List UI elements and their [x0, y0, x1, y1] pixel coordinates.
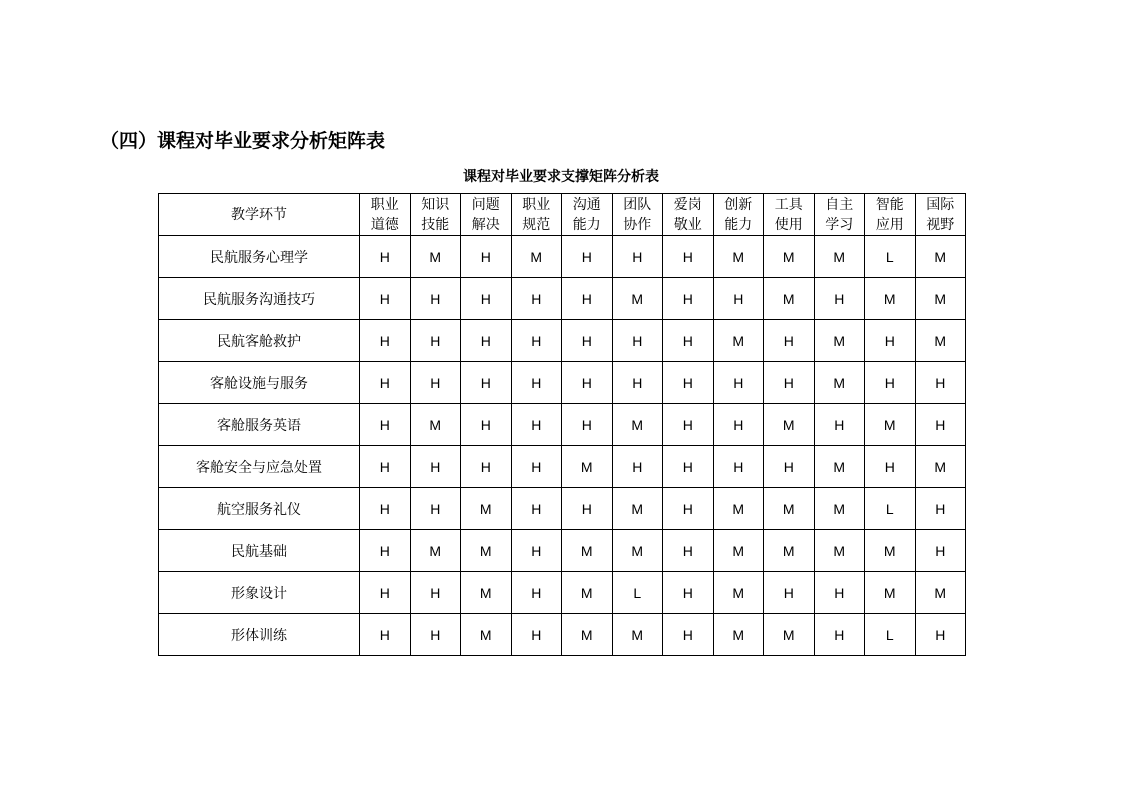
- rating-cell: H: [915, 404, 966, 446]
- rating-cell: H: [461, 446, 512, 488]
- rating-cell: H: [814, 572, 865, 614]
- rating-cell: H: [915, 362, 966, 404]
- course-name-cell: 民航基础: [159, 530, 360, 572]
- header-line: 职业: [522, 196, 551, 213]
- rating-cell: H: [612, 362, 663, 404]
- rating-cell: H: [562, 278, 613, 320]
- rating-cell: L: [865, 614, 916, 656]
- header-line: 智能: [875, 196, 904, 213]
- rating-cell: M: [612, 530, 663, 572]
- rating-cell: H: [713, 362, 764, 404]
- rating-cell: H: [461, 278, 512, 320]
- rating-cell: M: [764, 488, 815, 530]
- table-row: [159, 446, 966, 488]
- rating-cell: H: [511, 572, 562, 614]
- header-line: 能力: [572, 216, 601, 233]
- rating-cell: M: [915, 446, 966, 488]
- rating-cell: M: [713, 488, 764, 530]
- rating-cell: H: [865, 362, 916, 404]
- rating-cell: M: [764, 530, 815, 572]
- rating-cell: H: [461, 404, 512, 446]
- rating-cell: H: [511, 320, 562, 362]
- rating-cell: M: [461, 488, 512, 530]
- header-line: 创新: [724, 196, 753, 213]
- rating-cell: H: [663, 404, 714, 446]
- table-row: [159, 236, 966, 278]
- header-line: 团队: [623, 196, 652, 213]
- rating-cell: M: [562, 572, 613, 614]
- rating-cell: M: [511, 236, 562, 278]
- rating-cell: M: [713, 530, 764, 572]
- rating-cell: H: [562, 404, 613, 446]
- header-requirement: [360, 194, 411, 236]
- header-line: 道德: [370, 216, 399, 233]
- rating-cell: M: [410, 404, 461, 446]
- rating-cell: H: [562, 236, 613, 278]
- header-line: 解决: [471, 216, 500, 233]
- rating-cell: M: [764, 614, 815, 656]
- rating-cell: M: [814, 488, 865, 530]
- rating-cell: L: [865, 236, 916, 278]
- course-name-cell: 航空服务礼仪: [159, 488, 360, 530]
- table-row: [159, 404, 966, 446]
- header-requirement: [461, 194, 512, 236]
- section-title: （四）课程对毕业要求分析矩阵表: [100, 130, 386, 152]
- rating-cell: M: [713, 236, 764, 278]
- rating-cell: H: [410, 614, 461, 656]
- rating-cell: H: [663, 278, 714, 320]
- rating-cell: H: [511, 446, 562, 488]
- rating-cell: H: [915, 530, 966, 572]
- rating-cell: M: [612, 278, 663, 320]
- table-row: [159, 614, 966, 656]
- course-name-cell: 客舱服务英语: [159, 404, 360, 446]
- header-line: 规范: [522, 216, 551, 233]
- rating-cell: H: [814, 278, 865, 320]
- rating-cell: H: [764, 320, 815, 362]
- header-teaching-section: 教学环节: [159, 194, 360, 236]
- rating-cell: H: [461, 362, 512, 404]
- rating-cell: M: [814, 236, 865, 278]
- table-row: [159, 530, 966, 572]
- course-requirement-matrix: [158, 193, 966, 656]
- header-requirement: [663, 194, 714, 236]
- rating-cell: M: [562, 446, 613, 488]
- header-line: 敬业: [673, 216, 702, 233]
- rating-cell: M: [915, 572, 966, 614]
- rating-cell: H: [360, 530, 411, 572]
- header-requirement: [511, 194, 562, 236]
- rating-cell: H: [814, 614, 865, 656]
- rating-cell: H: [410, 446, 461, 488]
- rating-cell: M: [612, 614, 663, 656]
- rating-cell: H: [663, 530, 714, 572]
- rating-cell: H: [511, 362, 562, 404]
- rating-cell: M: [814, 362, 865, 404]
- table-row: [159, 572, 966, 614]
- rating-cell: M: [814, 530, 865, 572]
- rating-cell: H: [612, 446, 663, 488]
- rating-cell: H: [562, 320, 613, 362]
- rating-cell: H: [511, 278, 562, 320]
- rating-cell: H: [663, 362, 714, 404]
- rating-cell: H: [663, 572, 714, 614]
- rating-cell: H: [865, 320, 916, 362]
- rating-cell: M: [764, 236, 815, 278]
- rating-cell: H: [360, 488, 411, 530]
- header-line: 职业: [370, 196, 399, 213]
- rating-cell: H: [360, 404, 411, 446]
- table-row: [159, 362, 966, 404]
- table-title: 课程对毕业要求支撑矩阵分析表: [463, 169, 659, 185]
- header-line: 工具: [774, 196, 803, 213]
- rating-cell: H: [360, 446, 411, 488]
- rating-cell: H: [915, 614, 966, 656]
- header-line: 国际: [926, 196, 955, 213]
- rating-cell: H: [562, 488, 613, 530]
- rating-cell: H: [663, 320, 714, 362]
- rating-cell: H: [511, 488, 562, 530]
- rating-cell: H: [360, 236, 411, 278]
- rating-cell: M: [461, 530, 512, 572]
- rating-cell: M: [713, 320, 764, 362]
- rating-cell: H: [360, 572, 411, 614]
- rating-cell: H: [410, 278, 461, 320]
- course-name-cell: 民航服务心理学: [159, 236, 360, 278]
- header-requirement: [865, 194, 916, 236]
- rating-cell: M: [865, 278, 916, 320]
- rating-cell: M: [612, 488, 663, 530]
- rating-cell: L: [865, 488, 916, 530]
- matrix-header: [159, 194, 966, 236]
- rating-cell: M: [865, 572, 916, 614]
- table-row: [159, 278, 966, 320]
- course-name-cell: 形象设计: [159, 572, 360, 614]
- rating-cell: H: [410, 320, 461, 362]
- rating-cell: M: [865, 530, 916, 572]
- course-name-cell: 客舱设施与服务: [159, 362, 360, 404]
- rating-cell: M: [814, 320, 865, 362]
- course-name-cell: 民航服务沟通技巧: [159, 278, 360, 320]
- header-line: 自主: [825, 196, 854, 213]
- rating-cell: M: [713, 572, 764, 614]
- rating-cell: H: [360, 278, 411, 320]
- course-name-cell: 客舱安全与应急处置: [159, 446, 360, 488]
- rating-cell: M: [410, 236, 461, 278]
- rating-cell: H: [663, 236, 714, 278]
- rating-cell: M: [764, 404, 815, 446]
- rating-cell: H: [764, 362, 815, 404]
- header-line: 应用: [875, 216, 904, 233]
- rating-cell: H: [663, 446, 714, 488]
- header-requirement: [410, 194, 461, 236]
- rating-cell: H: [713, 278, 764, 320]
- header-requirement: [713, 194, 764, 236]
- header-line: 协作: [623, 216, 652, 233]
- rating-cell: M: [612, 404, 663, 446]
- rating-cell: H: [764, 572, 815, 614]
- header-requirement: [612, 194, 663, 236]
- course-name-cell: 民航客舱救护: [159, 320, 360, 362]
- rating-cell: H: [461, 236, 512, 278]
- rating-cell: H: [562, 362, 613, 404]
- rating-cell: H: [410, 488, 461, 530]
- rating-cell: H: [865, 446, 916, 488]
- rating-cell: M: [915, 320, 966, 362]
- rating-cell: M: [562, 614, 613, 656]
- header-line: 爱岗: [673, 196, 702, 213]
- header-row: [159, 194, 966, 236]
- header-line: 知识: [421, 196, 450, 213]
- rating-cell: H: [713, 446, 764, 488]
- header-line: 沟通: [572, 196, 601, 213]
- rating-cell: H: [410, 362, 461, 404]
- rating-cell: M: [814, 446, 865, 488]
- rating-cell: M: [915, 236, 966, 278]
- rating-cell: L: [612, 572, 663, 614]
- rating-cell: M: [410, 530, 461, 572]
- rating-cell: H: [360, 614, 411, 656]
- table-row: [159, 320, 966, 362]
- rating-cell: H: [511, 614, 562, 656]
- rating-cell: M: [764, 278, 815, 320]
- rating-cell: H: [511, 404, 562, 446]
- rating-cell: H: [764, 446, 815, 488]
- header-line: 视野: [926, 216, 955, 233]
- rating-cell: M: [562, 530, 613, 572]
- rating-cell: H: [511, 530, 562, 572]
- matrix-body: [159, 236, 966, 656]
- rating-cell: H: [663, 488, 714, 530]
- header-line: 学习: [825, 216, 854, 233]
- rating-cell: H: [461, 320, 512, 362]
- header-line: 使用: [774, 216, 803, 233]
- header-requirement: [764, 194, 815, 236]
- header-requirement: [915, 194, 966, 236]
- rating-cell: H: [410, 572, 461, 614]
- rating-cell: M: [461, 614, 512, 656]
- course-name-cell: 形体训练: [159, 614, 360, 656]
- rating-cell: H: [360, 320, 411, 362]
- header-requirement: [814, 194, 865, 236]
- rating-cell: H: [360, 362, 411, 404]
- header-line: 问题: [471, 196, 500, 213]
- rating-cell: H: [713, 404, 764, 446]
- rating-cell: H: [814, 404, 865, 446]
- rating-cell: M: [461, 572, 512, 614]
- rating-cell: H: [612, 320, 663, 362]
- header-line: 技能: [421, 216, 450, 233]
- rating-cell: H: [612, 236, 663, 278]
- rating-cell: H: [663, 614, 714, 656]
- rating-cell: H: [915, 488, 966, 530]
- header-line: 能力: [724, 216, 753, 233]
- rating-cell: M: [713, 614, 764, 656]
- rating-cell: M: [865, 404, 916, 446]
- header-requirement: [562, 194, 613, 236]
- table-row: [159, 488, 966, 530]
- rating-cell: M: [915, 278, 966, 320]
